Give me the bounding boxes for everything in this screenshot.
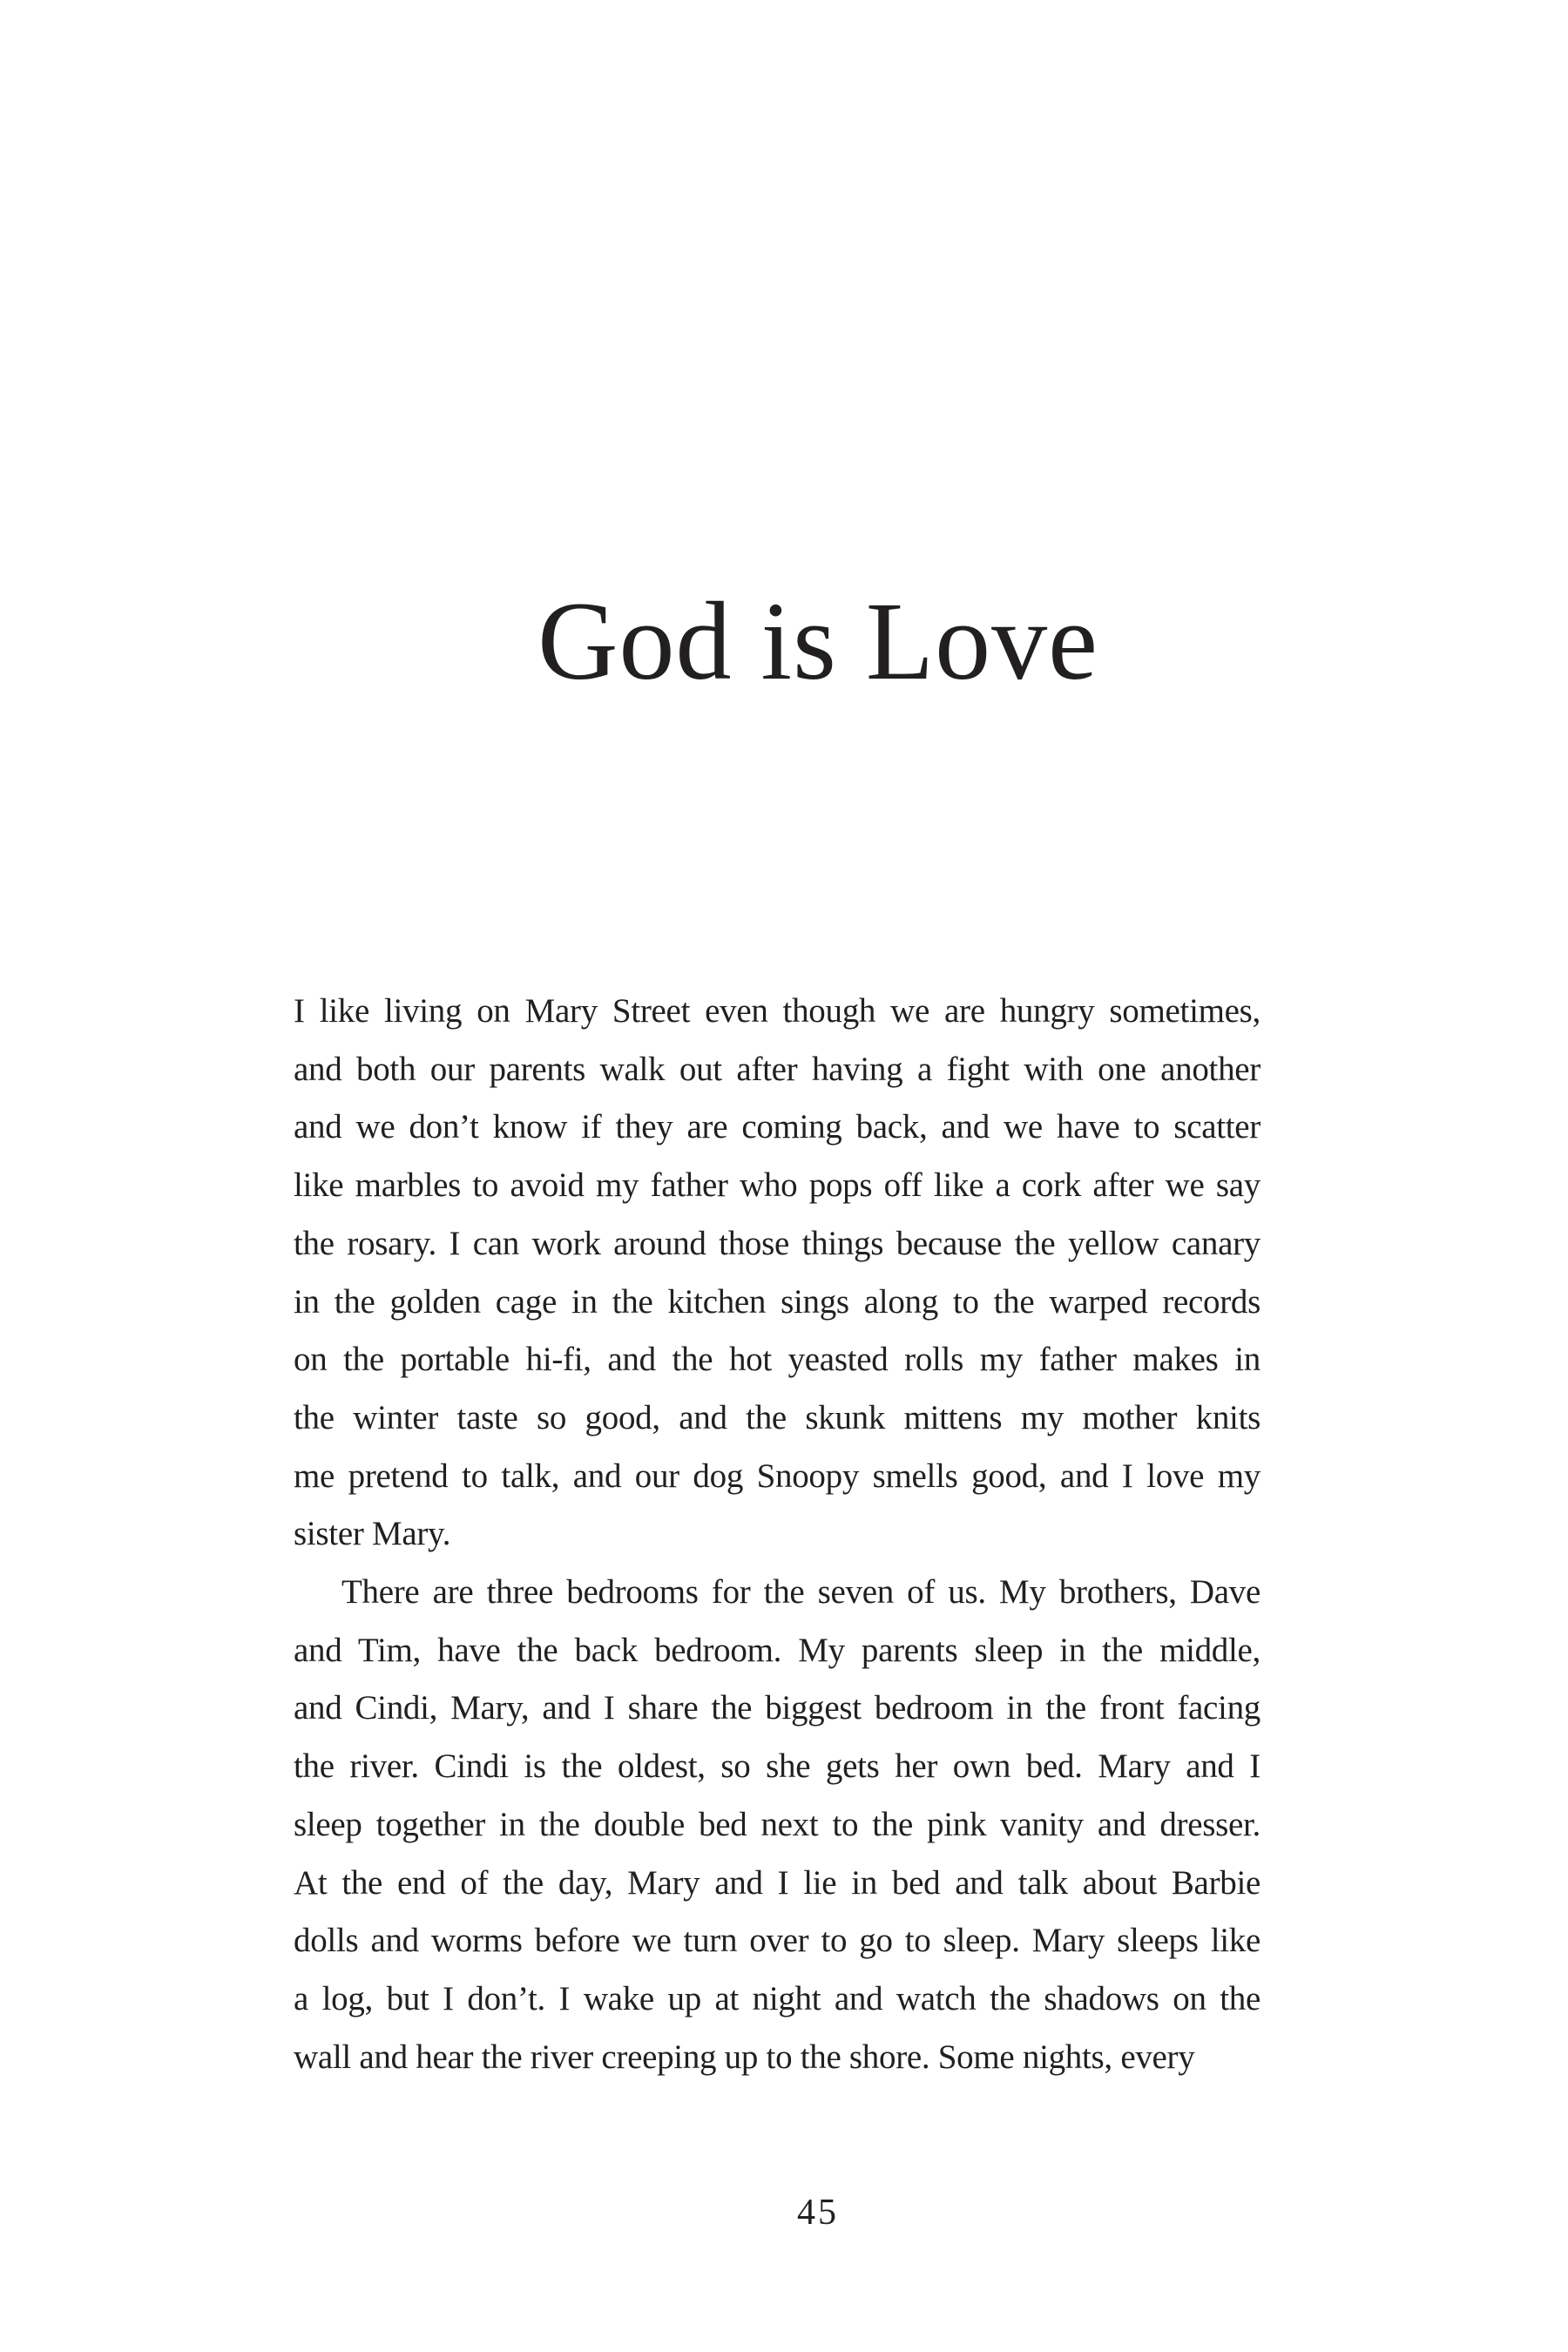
- text-line: sleep together in the double bed next to the pink vanity and dresser.: [294, 1805, 1260, 1843]
- text-line: At the end of the day, Mary and I lie in bed and talk about Barbie: [294, 1863, 1260, 1902]
- text-line: dolls and worms before we turn over to go to sleep. Mary sleeps like: [294, 1922, 1260, 1960]
- text-line: and both our parents walk out after having a fight with one another: [294, 1050, 1260, 1088]
- text-line: like marbles to avoid my father who pops off like a cork after we say: [294, 1166, 1260, 1205]
- text-line: and we don’t know if they are coming back, and we have to scatter: [294, 1108, 1260, 1146]
- paragraph: [294, 1564, 1260, 2086]
- text-line: I like living on Mary Street even though we are hungry sometimes,: [294, 992, 1260, 1030]
- text-line: the river. Cindi is the oldest, so she gets her own bed. Mary and I: [294, 1747, 1260, 1786]
- text-line: There are three bedrooms for the seven of us. My brothers, Dave: [341, 1573, 1260, 1612]
- text-line: wall and hear the river creeping up to the shore. Some nights, every: [294, 2038, 1195, 2076]
- text-line: a log, but I don’t. I wake up at night and watch the shadows on the: [294, 1979, 1260, 2017]
- chapter-title: God is Love: [537, 579, 1098, 703]
- paragraph: [294, 983, 1260, 1564]
- page-number: 45: [797, 2193, 839, 2233]
- text-line: the rosary. I can work around those things because the yellow canary: [294, 1224, 1260, 1262]
- text-line: in the golden cage in the kitchen sings along to the warped records: [294, 1282, 1260, 1321]
- text-line: me pretend to talk, and our dog Snoopy smells good, and I love my: [294, 1456, 1260, 1495]
- text-line: and Tim, have the back bedroom. My parents sleep in the middle,: [294, 1631, 1260, 1669]
- text-line: on the portable hi-fi, and the hot yeasted rolls my father makes in: [294, 1341, 1260, 1379]
- text-line: the winter taste so good, and the skunk mittens my mother knits: [294, 1398, 1260, 1436]
- body-text: [294, 983, 1260, 2086]
- text-line: and Cindi, Mary, and I share the biggest bedroom in the front facing: [294, 1689, 1260, 1727]
- text-line: sister Mary.: [294, 1515, 451, 1553]
